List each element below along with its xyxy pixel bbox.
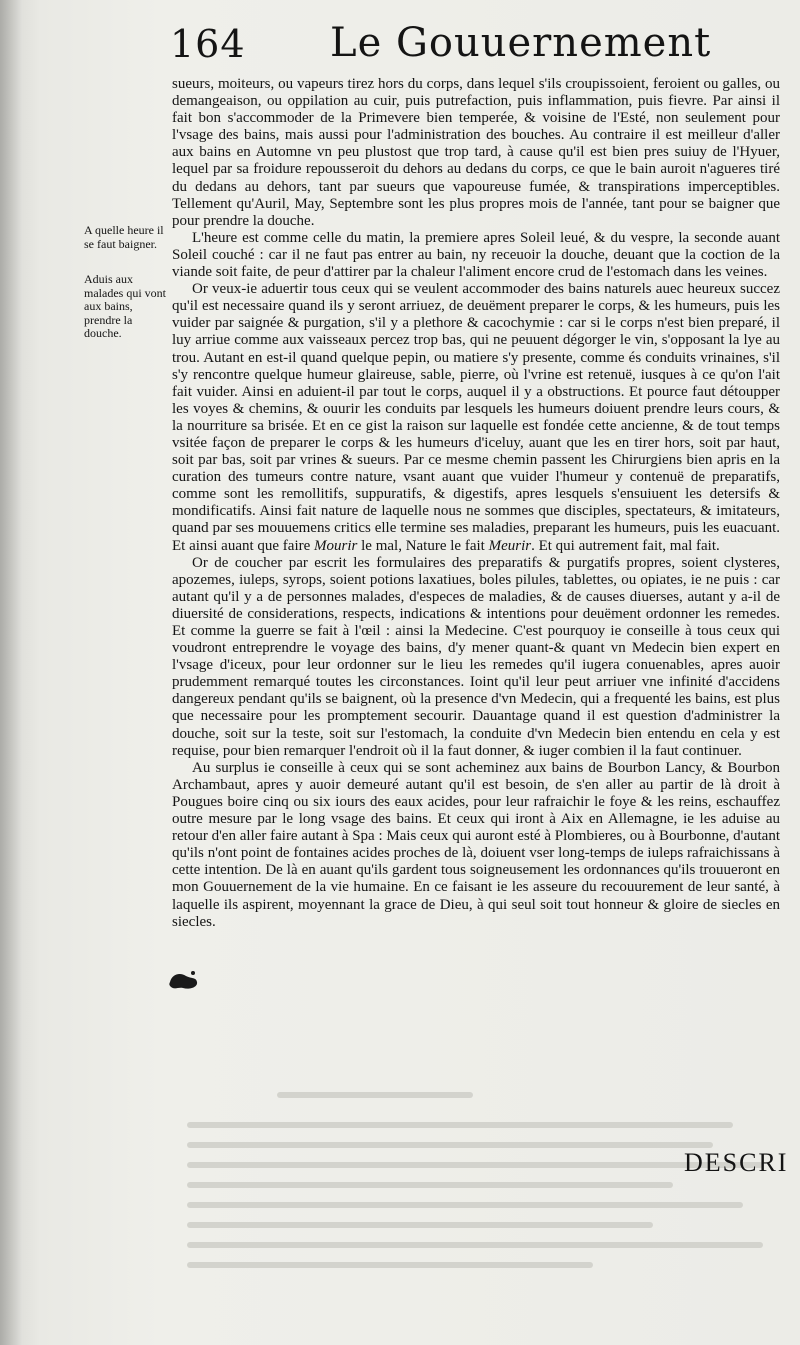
paragraph-seasons: sueurs, moiteurs, ou vapeurs tirez hors du corps, dans lequel s'ils croupissoient, feroient ou galles, ou demangeaison, ou oppilation au cuir, puis putrefaction, puis inflammation, puis fievre. Par ainsi il fait bon s'accommoder de la Primevere bien temperée, & voisine de l'Esté, non seulement pour l'vsage des bains, mais aussi pour l'administration des bouches. Au contraire il est meilleur d'aller aux bains en Automne vn peu plustost que trop tard, à cause qu'il est bien pres suiuy de l'Hyuer, lequel par sa froidure repousseroit du dehors au dedans du corps, ce que le bain auroit n'agueres tiré du dedans au dehors, tant par sueurs que vapoureuse fumée, & transpirations imperceptibles. Tellement qu'Auril, May, Septembre sont les plus propres mois de l'année, tant pour se baigner que pour prendre la douche. xyxy=(172,76,780,229)
page-header xyxy=(170,20,790,72)
paragraph-remedies: Or de coucher par escrit les formulaires des preparatifs & purgatifs propres, soient clysteres, apozemes, iuleps, syrops, soient potions laxatiues, boles pilules, tablettes, ou opiates, ie ne puis : car autant qu'il y a de personnes malades, d'especes de maladies, & de causes diuerses, autant y a-il de diuersité de considerations, respects, indications & intentions pour deuëment ordonner les remedes. Et comme la guerre se fait à l'œil : ainsi la Medecine. C'est pourquoy ie conseille à tous ceux qui voudront entreprendre le voyage des bains, d'y mener quant-& quant vn Medecin bien expert en l'vsage d'iceux, pour leur ordonner sur le lieu les remedes qu'il iugera conuenables, apres auoir prudemment remarqué toutes les circonstances. Ioint qu'il leur peut arriuer vne infinité d'accidens dangereux pendant qu'ils se baignent, où la presence d'vn Medecin, qui a frequenté les bains, est plus que necessaire pour les promptement secourir. Dauantage quand il est question d'administrer la douche, soit sur la teste, soit sur l'estomach, la conduite d'vn Medecin bien entendu en cela y est requise, pour bien remarquer l'endroit où il la faut donner, & iuger combien il la faut continuer. xyxy=(172,554,780,759)
paragraph-preparation xyxy=(172,281,780,555)
italic-mourir: Mourir xyxy=(314,537,358,554)
catchword: DESCRI xyxy=(684,1148,789,1177)
paragraph-bath-hour: L'heure est comme celle du matin, la premiere apres Soleil leué, & du vespre, la seconde auant Soleil couché : car il ne faut pas entrer au bain, ny receuoir la douche, deuant que la coction de la viande soit faite, de peur d'attirer par la chaleur l'aliment encore crud de l'estomach dans les veines. xyxy=(172,229,780,281)
paragraph-preparation-middle: le mal, Nature le fait xyxy=(357,537,489,554)
margin-notes xyxy=(84,224,170,363)
margin-note-bath-hour: A quelle heure il se faut baigner. xyxy=(84,223,164,251)
body-text xyxy=(172,76,780,931)
page-number: 164 xyxy=(170,22,246,66)
paragraph-preparation-end: . Et qui autrement fait, mal fait. xyxy=(531,537,720,554)
italic-meurir: Meurir xyxy=(488,537,532,554)
paragraph-preparation-text: Or veux-ie aduertir tous ceux qui se veulent accommoder des bains naturels auec heureux succez qu'il est necessaire quand ils y seront arriuez, de deuëment preparer le corps, & les humeurs, puis les vuider par saignée & purgation, s'il y a plethore & cacochymie : car si le corps n'est bien preparé, il luy arriue comme aux vaisseaux percez trop bas, qui ne peuuent dégorger le vin, s'opposant la lye au trou. Autant en est-il quand quelque pepin, ou matiere s'y presente, comme és conduits vrinaines, s'il s'y rencontre quelque humeur glaireuse, sable, pierre, où l'vrine est retenuë, iusques à ce qu'on l'ait fait vuider. Ainsi en aduient-il par tout le corps, auquel il y a obstructions. Et pource faut détoupper les voyes & chemins, & ouurir les conduits par lesquels les humeurs doiuent prendre leurs cours, & la nourriture sa brisée. Et en ce gist la raison sur laquelle est fondée cette ancienne, & de tout temps vsitée façon de preparer le corps & les humeurs d'iceluy, auant que les en tirer hors, soit par haut, soit par bas, soit par vrines & sueurs. Par ce mesme chemin passent les Chirurgiens bien apris en la curation des tumeurs contre nature, vsant auant que vuider l'humeur y contenuë de preparatifs, comme sont les remollitifs, suppuratifs, & digestifs, apres lesquels s'ensuiuent les detersifs & mondificatifs. Ainsi fait nature de laquelle nous ne sommes que disciples, spectateurs, & imitateurs, quand par ses mouuemens critics elle termine ses maladies, preparant les humeurs, puis les euacuant. Et ainsi auant que faire xyxy=(172,281,780,554)
ink-blot xyxy=(166,968,200,992)
paragraph-acid-waters: Au surplus ie conseille à ceux qui se sont acheminez aux bains de Bourbon Lancy, & Bourbon Archambaut, apres y auoir demeuré autant qu'il est besoin, de s'en aller au partir de là droit à Pougues boire cinq ou six iours des eaux acides, pour leur rafraichir le foye & les reins, eschauffez outre mesure par le long vsage des bains. Et ceux qui iront à Aix en Allemagne, ie les aduise au retour d'en aller faire autant à Spa : Mais ceux qui auront esté à Plombieres, ou à Bourbonne, d'autant qu'ils n'ont point de fontaines acides proches de là, doiuent vser long-temps de iuleps rafraichissans à cette intention. De là en auant qu'ils gardent tous soigneusement les ordonnances qu'ils trouueront en mon Gouuernement de la vie humaine. En ce faisant ie les asseure du recouurement de leur santé, à laquelle ils aspirent, moyennant la grace de Dieu, à qui seul soit tout honneur & gloire de siecles en siecles. xyxy=(172,759,780,930)
gutter-shadow xyxy=(0,0,22,1345)
running-title: Le Gouuernement xyxy=(330,20,712,66)
margin-note-advice-douche: Aduis aux malades qui vont aux bains, prendre la douche. xyxy=(84,272,166,340)
